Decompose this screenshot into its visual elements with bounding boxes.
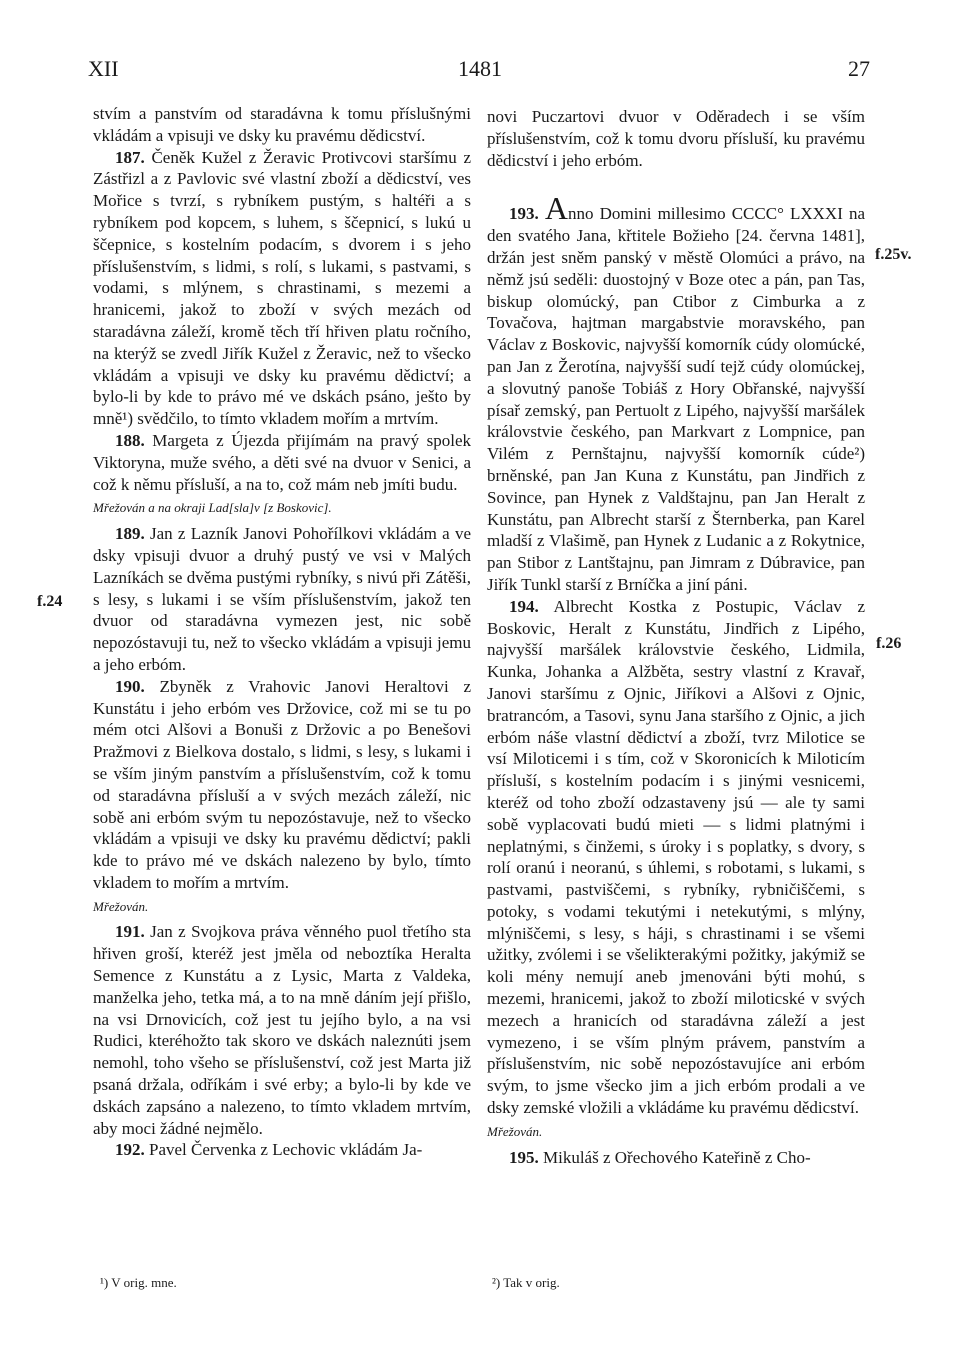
margin-folio-24: f.24 [37, 593, 63, 610]
entry-paragraph: 187. Čeněk Kužel z Žeravic Protivcovi staršímu z Zástřizl a z Pavlovic své vlastní zboží a dědicství, ves Mořice s tvrzí, s rybníkem pustým, s haltéři a s rybníkem pod kopcem, s luhem, s ščepnicí, s lukú u ščepnice, s kostelním podacím, s dvorem i s jeho příslušenstvím, s lidmi, s rolí, s lukami, s pastvami, s vodami, s mlýnem, s chrastinami, s mezemi a hranicemi, jakož to zboží v svých mezách od staradávna záleží, kromě těch tří hřiven platu ročního, na kterýž se zvedl Jiřík Kužel z Žeravic, než to všecko vkládám a vpisuji ve dsky ku pravému dědictví; a bylo-li by kde to právo mé ve dskách psáno, ješto by mně¹) svědčilo, to tímto vkladem mořím a mrtvím. [93, 147, 471, 429]
initial-letter: A [544, 190, 568, 227]
entry-number: 187. [115, 147, 145, 167]
entry-number: 189. [115, 524, 145, 544]
entry-paragraph: 191. Jan z Svojkova práva věnného puol třetího sta hřiven groší, kteréž jest jměla od neboztíka Heralta Semence z Kunstátu a z Lysic, Marta z Valdeka, manželka jeho, tetka má, a to na mně dáním její přišlo, na vsi Drnovicích, což jest tu jejího bylo, a na vsi Rudici, kteréhožto tak skoro ve dskách naleznúti jsem nemohl, toho všeho se příslušenství, což jest Marta již psaná držala, odříkám i své erby; a bylo-li by kde ve dskách zapsáno a nalezeno, to tímto vkladem mrtvím, aby moci žádné nejmělo. [93, 922, 471, 1138]
entry-number: 188. [115, 430, 145, 450]
right-column [487, 106, 865, 1168]
entry-number: 194. [509, 596, 539, 616]
entry-paragraph: 190. Zbyněk z Vrahovic Janovi Heraltovi z Kunstátu i jeho erbóm ves Držovice, což mi se tu po mém otci Alšovi a Bonuši z Držovic a po Benešovi Pražmovi z Bielkova dostalo, s lidmi, s lesy, s lukami i se vším jiným panstvím a příslušenstvím, což k tomu od staradávna přísluší a v svých mezách záleží, nic sobě ani erbóm svým tu nepozóstavuje, než to všecko vkládám a vpisuji ve dsky ku pravému dědictví; pakli kde to právo mé ve dskách nalezeno by bylo, tímto vkladem to mořím a mrtvím. [93, 676, 472, 892]
entry-paragraph: novi Puczartovi dvuor v Oděradech i se vším příslušenstvím, což k tomu dvoru přísluší, ku pravému dědicství i jeho erbóm. [487, 107, 865, 170]
entry-paragraph: 189. Jan z Lazník Janovi Pohořílkovi vkládám a ve dsky vpisuji dvuor a druhý pustý ve vsi v Malých Lazníkách se dvěma pustými rybníky, s nivú při Zátěši, s lesy, s lukami i se vším příslušenstvím, jakož ten dvuor od staradávna vymezen jest, nic sobě nepozóstavuji tu, než to všecko vkládám a vpisuji jemu a jeho erbóm. [93, 524, 472, 674]
entry-paragraph: 188. Margeta z Újezda přijímám na pravý spolek Viktoryna, muže svého, a děti své na dvuor v Senici, a což k němu přísluší, a na to, což mám neb jmíti budu. [93, 430, 471, 494]
left-column [93, 103, 471, 1161]
entry-number: 192. [115, 1140, 145, 1160]
entry-paragraph: stvím a panstvím od staradávna k tomu příslušnými vkládám a vpisuji ve dsky ku pravému dědicství. [93, 104, 471, 145]
margin-folio-26: f.26 [876, 635, 902, 652]
entry-paragraph: 195. Mikuláš z Ořechového Kateřině z Cho- [509, 1147, 811, 1167]
entry-number: 191. [115, 922, 145, 942]
entry-paragraph: 194. Albrecht Kostka z Postupic, Václav z Boskovic, Heralt z Kunstátu, Jindřich z Lipého, najvyšší maršálek královstvie českého, Lidmila, Kunka, Johanka a Alžběta, sestry vlastní z Kravař, Janovi staršímu z Ojnic, Jiříkovi a Alšovi z Ojnic, bratrancóm, a Tasovi, synu Jana staršího z Ojnic, a jich erbóm náše vlastní dědictví a zboží, tvrz Milotice se vsí Miloticemi i s tím, což v Skoronicích k Miloticím přísluší, s kostelním podacím i s jinými vesnicemi, kteréž od toho zboží odzastaveny jsú — ale ty sami sobě vyplacovati budú mieti — s lidmi platnými i neplatnými, s činžemi, s úroky i s poplatky, s dvory, s rolí oranú i neoranú, s úhlemi, s robotami, s lukami, s pastvami, pastviščemi, s rybníky, rybničiščemi, s potoky, s vodami tekutými i netekutými, s mlýny, mlýniščemi, s lesy, s háji, s chrastinami i se všemi užitky, zvólemi i se všelikterakými požitky, jakýmiž se koli mény nemují aneb jmenováni býti mohú, s mezemi, hranicemi, jakož to zboží miloticské v svých mezech a hranicích od staradávna záleží a jest vymezeno, i se vším plným právem, panstvím a příslušenstvím, nic sobě nepozóstavujíce ani erbóm svým, to jsme všecko jim a jich erbóm prodali a ve dsky zemské vložili a vkládáme ku pravému dědicství. [487, 596, 865, 1118]
registry-note: Mřežován. [93, 898, 149, 914]
header-volume: XII [88, 56, 119, 81]
registry-note: Mřežován. [487, 1123, 543, 1139]
registry-note: Mřežován a na okraji Lad[sla]v [z Boskovic]. [93, 500, 332, 516]
header-page-number: 27 [848, 56, 870, 81]
margin-folio-25v: f.25v. [875, 246, 912, 263]
header-year: 1481 [458, 56, 502, 81]
entry-number: 190. [115, 676, 145, 696]
entry-number: 195. [509, 1147, 539, 1167]
footnote-2: ²) Tak v orig. [492, 1275, 560, 1290]
entry-number: 193. [509, 204, 539, 224]
footnote-1: ¹) V orig. mne. [100, 1275, 177, 1290]
entry-paragraph: 192. Pavel Červenka z Lechovic vkládám Ja- [115, 1140, 423, 1160]
entry-paragraph: 193. Anno Domini millesimo CCCC° LXXXI na den svatého Jana, křtitele Božieho [24. června 1481], držán jest sněm panský v městě Olomúci a právo, na němž jsú seděli: duostojný v Boze otec a pán, pan Tas, biskup olomúcký, pan Ctibor z Cimburka a z Tovačova, hajtman margabstvie moravského, pan Václav z Boskovic, najvyšší komorník cúdy olomúcké, pan Jan z Žerotína, najvyšší sudí tejž cúdy olomúckej, a slovutný panoše Tobiáš z Hory Obřanské, najvyšší písař zemský, pan Pertuolt z Lipého, najvyšší maršálek královstvie českého, pan Markvart z Lompnice, pan Vilém z Pernštajnu, najvyšší komorník cúde²) brněnské, pan Jan Kuna z Kunstátu, pan Jindřich z Sovince, pan Hynek z Valdštajnu, pan Jan Heralt z Kunstátu, pan Albrecht starší z Šternberka, pan Karel mladší z Vlašimě, pan Hynek z Ludanic a z Rokytnice, pan Stibor z Lantštajnu, pan Jimram z Dúbravice, pan Jiřík Tunkl starší z Brníčka a jiní páni. [487, 190, 865, 594]
